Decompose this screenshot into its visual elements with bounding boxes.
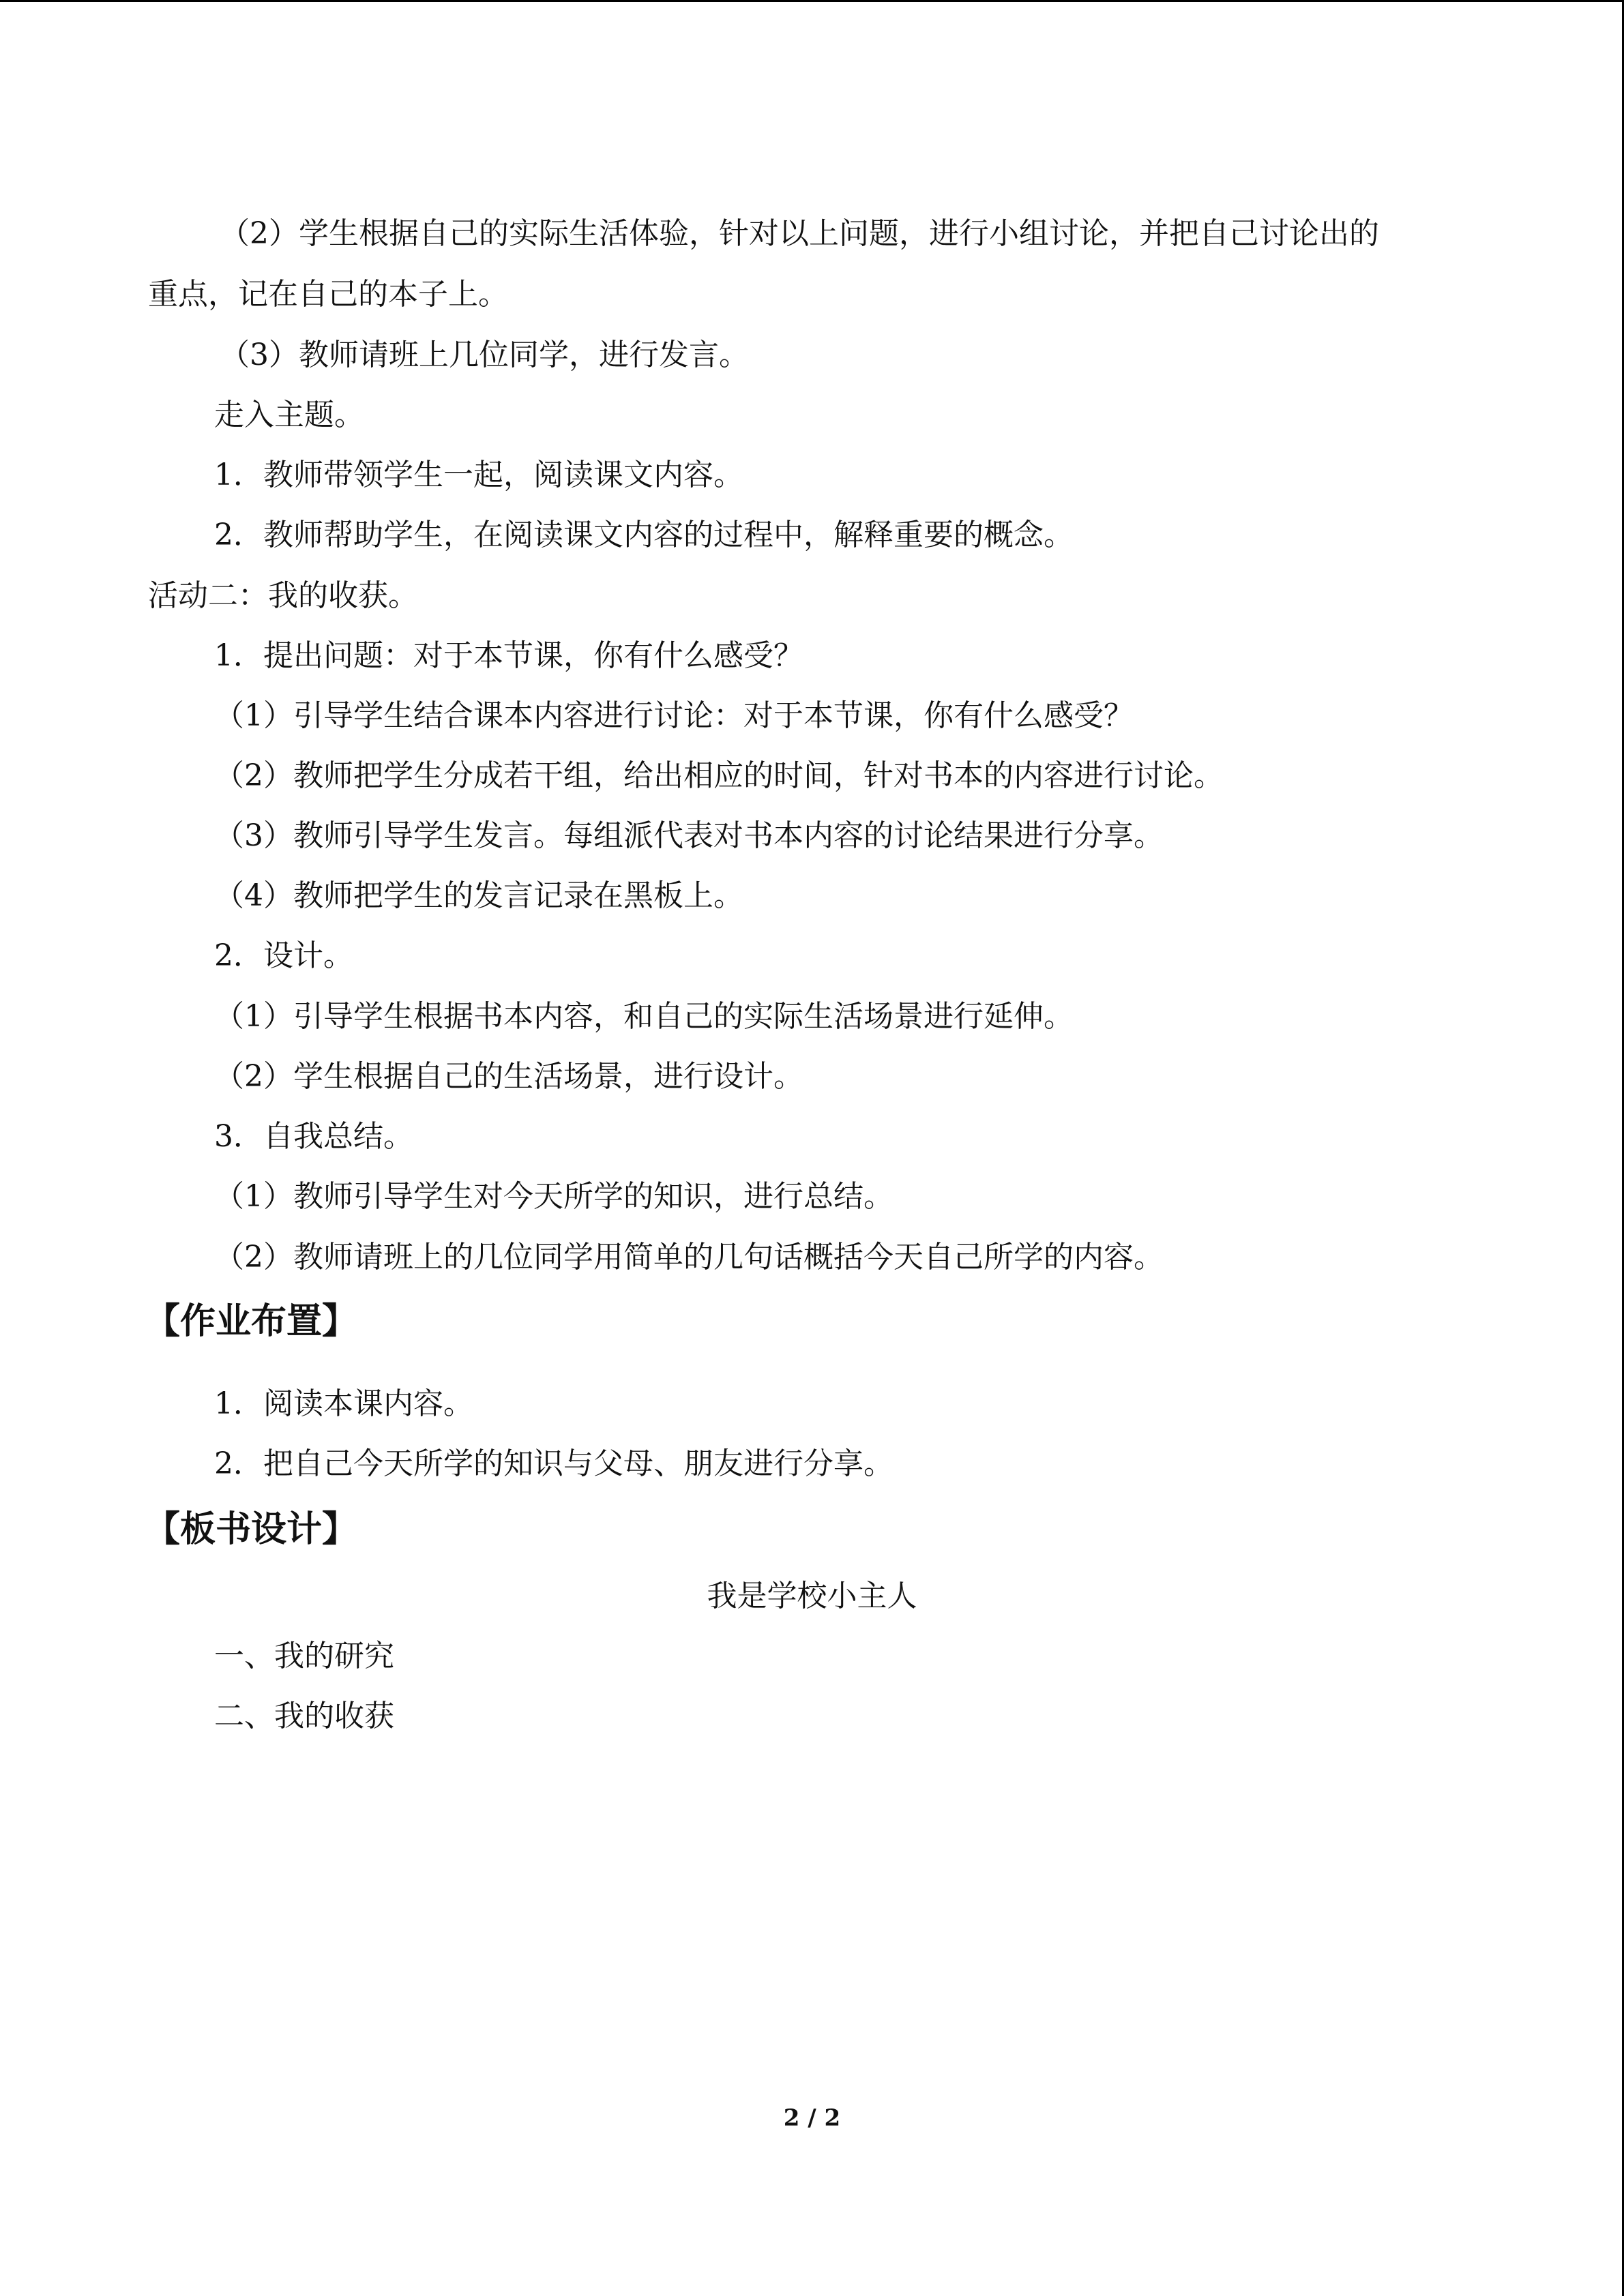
paragraph-line: （3）教师请班上几位同学，进行发言。 (220, 338, 749, 372)
sub-list-item: （2）教师请班上的几位同学用简单的几句话概括今天自己所学的内容。 (214, 1240, 1164, 1274)
activity-title: 活动二：我的收获。 (148, 578, 418, 613)
list-item: 1．提出问题：对于本节课，你有什么感受？ (214, 638, 803, 673)
sub-list-item: （1）引导学生根据书本内容，和自己的实际生活场景进行延伸。 (214, 999, 1074, 1034)
list-item: 2．设计。 (214, 938, 353, 973)
homework-item: 1．阅读本课内容。 (214, 1386, 473, 1421)
page-number: 2 / 2 (783, 2104, 841, 2132)
board-title: 我是学校小主人 (707, 1579, 917, 1613)
list-item: 1．教师带领学生一起，阅读课文内容。 (214, 458, 743, 492)
sub-list-item: （4）教师把学生的发言记录在黑板上。 (214, 878, 743, 913)
sub-list-item: （2）教师把学生分成若干组，给出相应的时间，针对书本的内容进行讨论。 (214, 758, 1224, 793)
list-item: 2．教师帮助学生，在阅读课文内容的过程中，解释重要的概念。 (214, 518, 1074, 552)
paragraph-line: 走入主题。 (214, 398, 364, 432)
paragraph-line: 重点，记在自己的本子上。 (148, 277, 508, 312)
board-line: 一、我的研究 (214, 1639, 394, 1673)
board-design-heading: 【板书设计】 (145, 1509, 358, 1550)
sub-list-item: （1）教师引导学生对今天所学的知识，进行总结。 (214, 1179, 894, 1214)
homework-item: 2．把自己今天所学的知识与父母、朋友进行分享。 (214, 1446, 894, 1481)
sub-list-item: （1）引导学生结合课本内容进行讨论：对于本节课，你有什么感受？ (214, 698, 1134, 733)
page-border-top (0, 0, 1624, 2)
list-item: 3．自我总结。 (214, 1119, 413, 1154)
sub-list-item: （3）教师引导学生发言。每组派代表对书本内容的讨论结果进行分享。 (214, 818, 1164, 853)
board-line: 二、我的收获 (214, 1699, 394, 1733)
paragraph-line: （2）学生根据自己的实际生活体验，针对以上问题，进行小组讨论，并把自己讨论出的 (220, 216, 1379, 251)
sub-list-item: （2）学生根据自己的生活场景，进行设计。 (214, 1059, 803, 1094)
homework-heading: 【作业布置】 (145, 1301, 358, 1342)
